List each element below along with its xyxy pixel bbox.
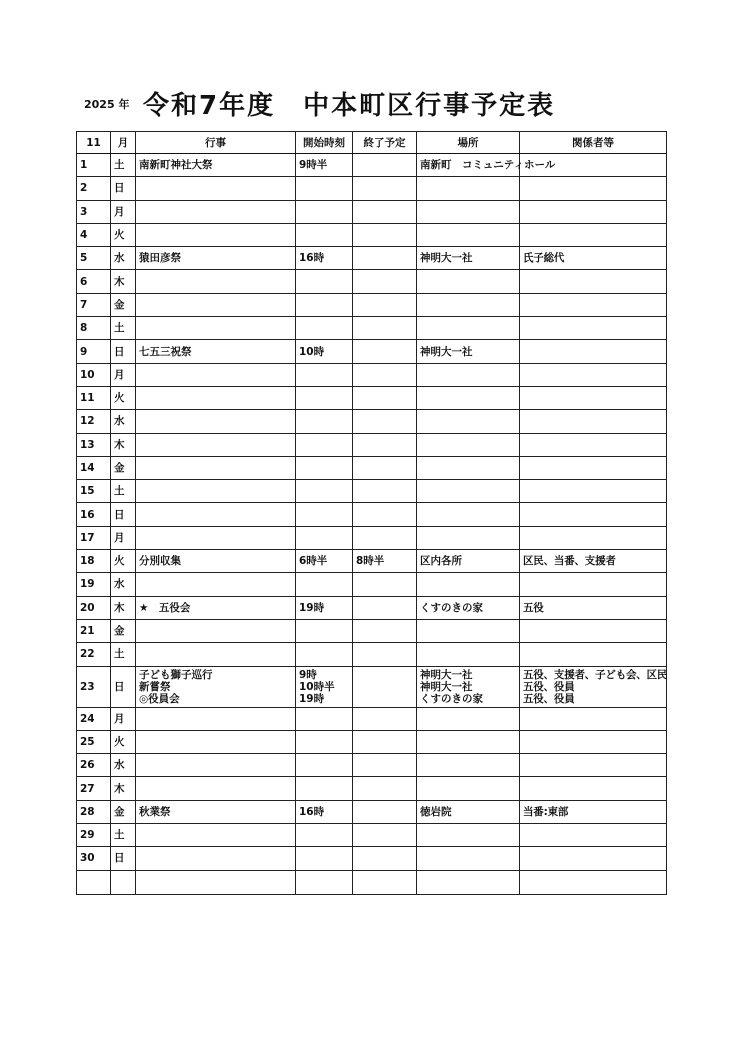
people-cell <box>520 754 667 777</box>
start-time-cell: 9時 10時半 19時 <box>296 666 353 707</box>
start-time-cell: 16時 <box>296 800 353 823</box>
place-cell <box>417 870 520 894</box>
day-cell: 14 <box>77 456 111 479</box>
start-time-column-header: 開始時刻 <box>296 132 353 154</box>
weekday-cell: 水 <box>111 573 136 596</box>
event-cell: 子ども獅子巡行 新嘗祭 ◎役員会 <box>136 666 296 707</box>
year-label: 2025 年 <box>84 98 130 111</box>
people-cell <box>520 730 667 753</box>
place-cell <box>417 573 520 596</box>
people-cell <box>520 707 667 730</box>
schedule-row <box>77 223 667 246</box>
schedule-row <box>77 573 667 596</box>
start-time-cell: 16時 <box>296 247 353 270</box>
place-cell <box>417 223 520 246</box>
event-cell <box>136 480 296 503</box>
day-cell: 4 <box>77 223 111 246</box>
event-column-header: 行事 <box>136 132 296 154</box>
people-cell <box>520 270 667 293</box>
event-cell <box>136 177 296 200</box>
people-cell <box>520 847 667 870</box>
event-cell <box>136 386 296 409</box>
end-time-cell <box>353 317 417 340</box>
event-cell <box>136 270 296 293</box>
schedule-row <box>77 177 667 200</box>
end-time-column-header: 終了予定 <box>353 132 417 154</box>
end-time-cell <box>353 730 417 753</box>
start-time-cell <box>296 200 353 223</box>
end-time-cell <box>353 480 417 503</box>
schedule-row <box>77 247 667 270</box>
people-cell <box>520 456 667 479</box>
end-time-cell <box>353 643 417 666</box>
people-cell: 区民、当番、支援者 <box>520 550 667 573</box>
day-cell: 22 <box>77 643 111 666</box>
end-time-cell <box>353 433 417 456</box>
weekday-cell: 金 <box>111 293 136 316</box>
event-cell <box>136 317 296 340</box>
start-time-cell <box>296 503 353 526</box>
place-cell <box>417 363 520 386</box>
schedule-row <box>77 777 667 800</box>
end-time-cell <box>353 503 417 526</box>
end-time-cell <box>353 800 417 823</box>
day-cell: 29 <box>77 824 111 847</box>
weekday-cell: 水 <box>111 247 136 270</box>
end-time-cell: 8時半 <box>353 550 417 573</box>
people-cell <box>520 386 667 409</box>
schedule-row <box>77 340 667 363</box>
place-cell <box>417 317 520 340</box>
weekday-cell: 火 <box>111 730 136 753</box>
place-cell <box>417 433 520 456</box>
weekday-cell: 火 <box>111 386 136 409</box>
weekday-cell: 日 <box>111 177 136 200</box>
people-cell: 当番:東部 <box>520 800 667 823</box>
weekday-cell: 月 <box>111 200 136 223</box>
weekday-cell: 日 <box>111 666 136 707</box>
start-time-cell <box>296 293 353 316</box>
weekday-cell: 水 <box>111 754 136 777</box>
event-cell <box>136 363 296 386</box>
weekday-cell: 月 <box>111 363 136 386</box>
weekday-cell: 土 <box>111 480 136 503</box>
schedule-row <box>77 386 667 409</box>
schedule-body <box>77 154 667 895</box>
people-cell <box>520 643 667 666</box>
place-cell <box>417 200 520 223</box>
place-cell: 神明大一社 神明大一社 くすのきの家 <box>417 666 520 707</box>
day-cell: 27 <box>77 777 111 800</box>
end-time-cell <box>353 270 417 293</box>
place-cell <box>417 456 520 479</box>
event-cell: 秋業祭 <box>136 800 296 823</box>
schedule-row <box>77 666 667 707</box>
weekday-cell: 金 <box>111 800 136 823</box>
day-cell: 15 <box>77 480 111 503</box>
start-time-cell <box>296 270 353 293</box>
day-cell: 12 <box>77 410 111 433</box>
end-time-cell <box>353 363 417 386</box>
weekday-cell: 土 <box>111 317 136 340</box>
start-time-cell: 6時半 <box>296 550 353 573</box>
place-cell <box>417 503 520 526</box>
event-cell <box>136 526 296 549</box>
weekday-cell: 金 <box>111 619 136 642</box>
end-time-cell <box>353 707 417 730</box>
event-cell: 七五三祝祭 <box>136 340 296 363</box>
place-cell: くすのきの家 <box>417 596 520 619</box>
place-cell: 徳岩院 <box>417 800 520 823</box>
schedule-row <box>77 480 667 503</box>
people-cell <box>520 870 667 894</box>
place-cell <box>417 386 520 409</box>
place-cell <box>417 730 520 753</box>
schedule-row <box>77 643 667 666</box>
place-cell <box>417 847 520 870</box>
day-cell: 11 <box>77 386 111 409</box>
event-cell <box>136 433 296 456</box>
schedule-row <box>77 754 667 777</box>
event-cell <box>136 200 296 223</box>
end-time-cell <box>353 340 417 363</box>
weekday-cell: 木 <box>111 777 136 800</box>
day-cell: 21 <box>77 619 111 642</box>
day-cell: 10 <box>77 363 111 386</box>
people-cell <box>520 293 667 316</box>
place-cell <box>417 707 520 730</box>
end-time-cell <box>353 293 417 316</box>
end-time-cell <box>353 223 417 246</box>
event-cell <box>136 847 296 870</box>
schedule-row <box>77 433 667 456</box>
schedule-row <box>77 730 667 753</box>
start-time-cell <box>296 526 353 549</box>
schedule-row <box>77 154 667 177</box>
day-cell: 26 <box>77 754 111 777</box>
event-cell <box>136 619 296 642</box>
start-time-cell <box>296 177 353 200</box>
weekday-cell: 日 <box>111 503 136 526</box>
header-row <box>77 132 667 154</box>
day-cell: 9 <box>77 340 111 363</box>
end-time-cell <box>353 666 417 707</box>
day-cell: 24 <box>77 707 111 730</box>
weekday-cell: 月 <box>111 707 136 730</box>
start-time-cell <box>296 707 353 730</box>
start-time-cell <box>296 317 353 340</box>
people-cell <box>520 573 667 596</box>
event-cell <box>136 707 296 730</box>
people-cell <box>520 177 667 200</box>
day-cell: 5 <box>77 247 111 270</box>
start-time-cell: 10時 <box>296 340 353 363</box>
start-time-cell <box>296 223 353 246</box>
start-time-cell <box>296 824 353 847</box>
place-cell <box>417 526 520 549</box>
place-cell <box>417 480 520 503</box>
people-cell <box>520 410 667 433</box>
start-time-cell: 9時半 <box>296 154 353 177</box>
place-cell <box>417 270 520 293</box>
end-time-cell <box>353 573 417 596</box>
people-cell <box>520 503 667 526</box>
day-cell: 30 <box>77 847 111 870</box>
place-cell: 神明大一社 <box>417 340 520 363</box>
people-cell: 氏子総代 <box>520 247 667 270</box>
event-cell <box>136 754 296 777</box>
start-time-cell <box>296 643 353 666</box>
end-time-cell <box>353 847 417 870</box>
start-time-cell <box>296 754 353 777</box>
start-time-cell <box>296 870 353 894</box>
people-cell <box>520 619 667 642</box>
document-title: 令和7年度 中本町区行事予定表 <box>143 91 556 121</box>
schedule-row <box>77 707 667 730</box>
blank-row <box>77 870 667 894</box>
end-time-cell <box>353 526 417 549</box>
people-cell <box>520 223 667 246</box>
day-cell: 17 <box>77 526 111 549</box>
event-cell <box>136 456 296 479</box>
day-cell: 6 <box>77 270 111 293</box>
people-cell <box>520 433 667 456</box>
start-time-cell <box>296 777 353 800</box>
people-cell <box>520 200 667 223</box>
place-cell: 神明大一社 <box>417 247 520 270</box>
schedule-row <box>77 596 667 619</box>
schedule-row <box>77 317 667 340</box>
end-time-cell <box>353 754 417 777</box>
day-cell: 23 <box>77 666 111 707</box>
day-cell: 18 <box>77 550 111 573</box>
schedule-row <box>77 824 667 847</box>
schedule-row <box>77 800 667 823</box>
weekday-cell: 月 <box>111 526 136 549</box>
day-cell: 7 <box>77 293 111 316</box>
weekday-cell: 木 <box>111 596 136 619</box>
schedule-row <box>77 619 667 642</box>
people-cell <box>520 363 667 386</box>
day-cell: 2 <box>77 177 111 200</box>
people-cell <box>520 777 667 800</box>
weekday-cell: 木 <box>111 433 136 456</box>
schedule-row <box>77 363 667 386</box>
event-cell <box>136 573 296 596</box>
event-cell: 南新町神社大祭 <box>136 154 296 177</box>
schedule-row <box>77 270 667 293</box>
weekday-cell: 木 <box>111 270 136 293</box>
place-cell <box>417 824 520 847</box>
end-time-cell <box>353 824 417 847</box>
people-cell <box>520 526 667 549</box>
schedule-row <box>77 526 667 549</box>
event-cell <box>136 643 296 666</box>
event-cell <box>136 824 296 847</box>
end-time-cell <box>353 410 417 433</box>
schedule-header <box>77 132 667 154</box>
start-time-cell <box>296 456 353 479</box>
end-time-cell <box>353 870 417 894</box>
place-column-header: 場所 <box>417 132 520 154</box>
event-cell <box>136 777 296 800</box>
end-time-cell <box>353 456 417 479</box>
schedule-row <box>77 293 667 316</box>
start-time-cell <box>296 619 353 642</box>
end-time-cell <box>353 247 417 270</box>
month-unit-header: 月 <box>111 132 136 154</box>
schedule-row <box>77 847 667 870</box>
end-time-cell <box>353 777 417 800</box>
weekday-cell: 土 <box>111 824 136 847</box>
day-cell: 25 <box>77 730 111 753</box>
event-cell <box>136 223 296 246</box>
end-time-cell <box>353 596 417 619</box>
weekday-cell: 日 <box>111 847 136 870</box>
place-cell <box>417 754 520 777</box>
people-column-header: 関係者等 <box>520 132 667 154</box>
schedule-row <box>77 410 667 433</box>
event-cell: ★ 五役会 <box>136 596 296 619</box>
day-cell: 13 <box>77 433 111 456</box>
place-cell <box>417 177 520 200</box>
event-cell <box>136 503 296 526</box>
people-cell: 五役 <box>520 596 667 619</box>
weekday-cell: 土 <box>111 643 136 666</box>
end-time-cell <box>353 619 417 642</box>
end-time-cell <box>353 177 417 200</box>
day-cell: 3 <box>77 200 111 223</box>
place-cell: 南新町 コミュニティホール <box>417 154 520 177</box>
weekday-cell <box>111 870 136 894</box>
people-cell <box>520 480 667 503</box>
start-time-cell <box>296 480 353 503</box>
place-cell: 区内各所 <box>417 550 520 573</box>
weekday-cell: 土 <box>111 154 136 177</box>
event-cell <box>136 870 296 894</box>
end-time-cell <box>353 200 417 223</box>
day-cell: 8 <box>77 317 111 340</box>
start-time-cell <box>296 386 353 409</box>
day-cell: 20 <box>77 596 111 619</box>
start-time-cell <box>296 410 353 433</box>
end-time-cell <box>353 386 417 409</box>
place-cell <box>417 619 520 642</box>
weekday-cell: 火 <box>111 223 136 246</box>
people-cell: 五役、支援者、子ども会、区民 五役、役員 五役、役員 <box>520 666 667 707</box>
day-cell: 28 <box>77 800 111 823</box>
day-cell: 19 <box>77 573 111 596</box>
schedule-row <box>77 550 667 573</box>
event-cell <box>136 730 296 753</box>
start-time-cell <box>296 573 353 596</box>
day-cell <box>77 870 111 894</box>
start-time-cell <box>296 433 353 456</box>
event-cell: 分別収集 <box>136 550 296 573</box>
schedule-table <box>76 131 667 895</box>
end-time-cell <box>353 154 417 177</box>
start-time-cell <box>296 730 353 753</box>
people-cell <box>520 340 667 363</box>
start-time-cell <box>296 363 353 386</box>
month-header: 11 <box>77 132 111 154</box>
weekday-cell: 水 <box>111 410 136 433</box>
place-cell <box>417 643 520 666</box>
schedule-row <box>77 503 667 526</box>
start-time-cell: 19時 <box>296 596 353 619</box>
people-cell <box>520 317 667 340</box>
day-cell: 16 <box>77 503 111 526</box>
place-cell <box>417 777 520 800</box>
schedule-row <box>77 456 667 479</box>
event-cell <box>136 410 296 433</box>
event-cell: 猿田彦祭 <box>136 247 296 270</box>
place-cell <box>417 293 520 316</box>
weekday-cell: 金 <box>111 456 136 479</box>
people-cell <box>520 824 667 847</box>
place-cell <box>417 410 520 433</box>
event-cell <box>136 293 296 316</box>
day-cell: 1 <box>77 154 111 177</box>
weekday-cell: 日 <box>111 340 136 363</box>
schedule-row <box>77 200 667 223</box>
weekday-cell: 火 <box>111 550 136 573</box>
start-time-cell <box>296 847 353 870</box>
